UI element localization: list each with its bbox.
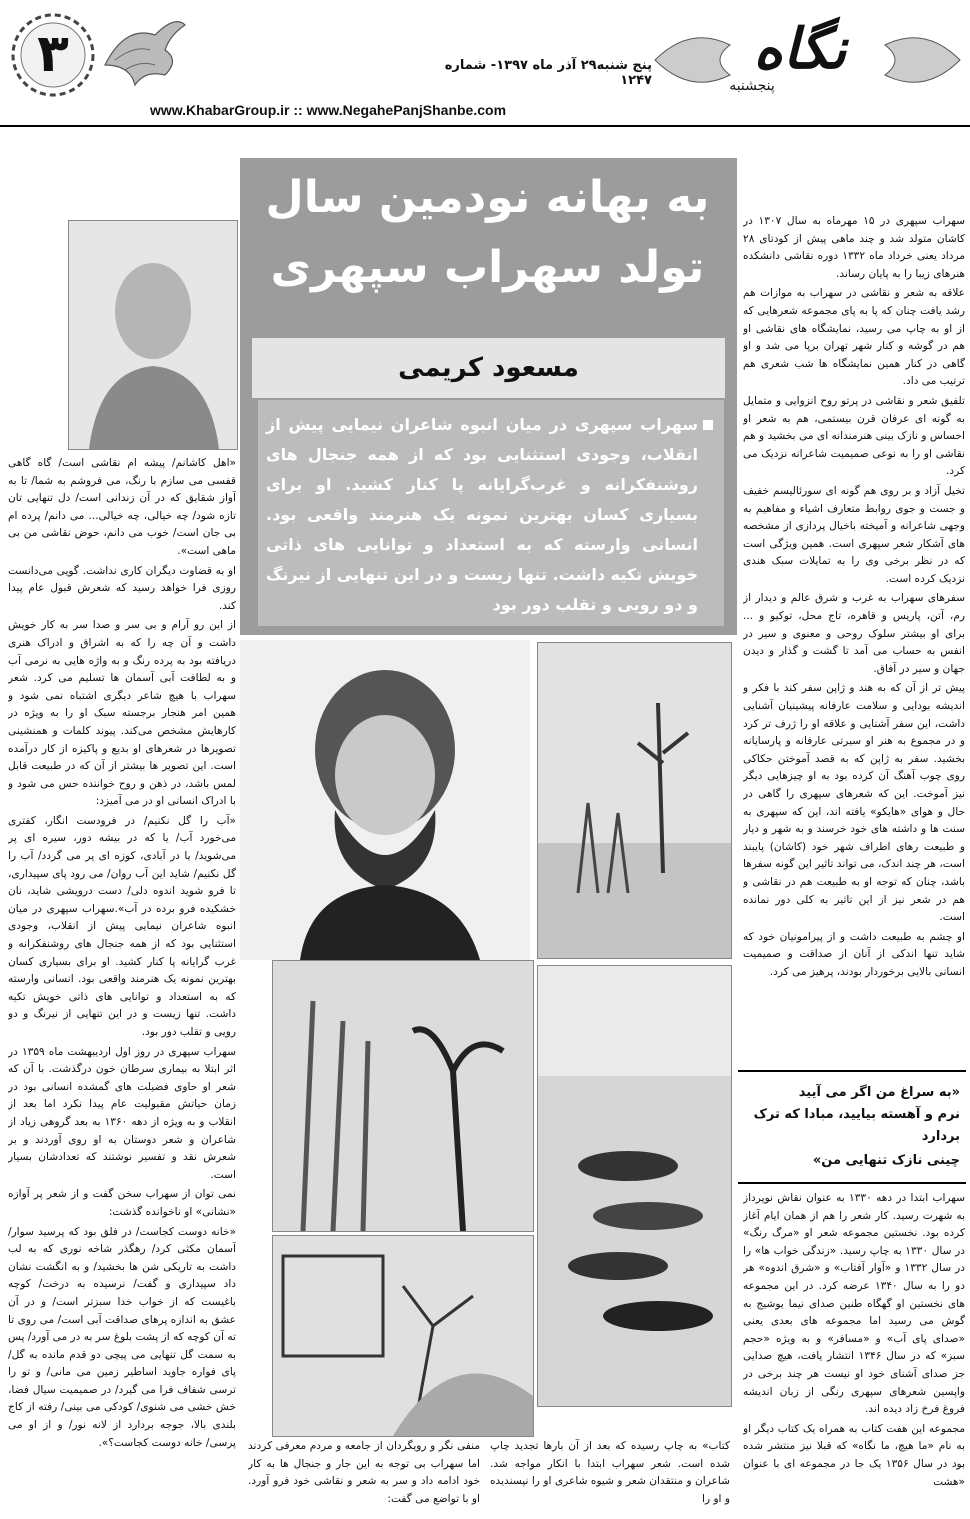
logo-subtitle: پنجشنبه bbox=[729, 78, 775, 94]
author-photo bbox=[68, 220, 238, 450]
left-column bbox=[8, 455, 236, 1515]
left-paragraph: «آب را گل نکنیم/ در فرودست انگار، کفتری می‌خورد آب/ یا که در بیشه دور، سیره ای پر می‌شوید/ یا در آبادی، کوزه ای پر می گردد/ آب را گل نکنیم/ شاید این آب روان/ می رود پای سپیداری، تا فرو شوید اندوه دلی/ دست درویشی شاید، نان خشکیده فرو برده در آب».سهراب سپهری در میان انبوه شاعران نیمایی پیش از انقلاب، وجودی استثنایی بود که از همه جنجال های روشنفکرانه و غرب گرایانه پا کنار کشید. او برای بسیاری کسان بهترین نمونه یک هنرمند واقعی بود. انسانی وارسته که به استعداد و توانایی های ذاتی خویش تکیه داشت. تنها زیست و در این تنهایی از نیرنگ و دو رویی و تقلب دور بود. bbox=[8, 814, 236, 1038]
quote-line-3: چینی نازک تنهایی من» bbox=[812, 1153, 960, 1168]
page-header bbox=[0, 0, 970, 130]
painting-fish bbox=[537, 965, 732, 1407]
right-paragraph: علاقه به شعر و نقاشی در سهراب به موازات هم رشد یافت چنان که پا به پای مجموعه شعرهایی که از او به چاپ می رسید، نمایشگاه های نقاشی او هم در گوشه و کنار شهر تهران برپا می شد و او گاهی در کنار همین نمایشگاه ها شب شعری هم ترتیب می داد. bbox=[743, 287, 965, 388]
right-paragraph: سهراب ابتدا در دهه ۱۳۳۰ به عنوان نقاش نوپرداز به شهرت رسید. کار شعر را هم از همان ایام آغاز کرده بود. نخستین مجموعه شعر او «مرگ رنگ» در سال ۱۳۳۰ به چاپ رسید. «زندگی خواب ها» را در سال ۱۳۳۲ و «آوار آفتاب» و «شرق اندوه» هر دو را به سال ۱۳۴۰ عرضه کرد. در این مجموعه های نخستین او گهگاه طنین صدای نیما یوشیج به گوش می رسید اما مجموعه های بعدی یعنی «صدای پای آب» و «مسافر» و به ویژه «حجم سبز» که در سال ۱۳۴۶ انتشار یافت، هیچ صدایی جز صدای آشنای خود او نیست هر چند برخی در واپسین شعرهای سپهری رنگی از زبان اندیشه فروغ فرخ زاد دیده اند. bbox=[743, 1192, 965, 1416]
issue-date: پنج شنبه۲۹ آذر ماه ۱۳۹۷- شماره ۱۲۴۷ bbox=[444, 58, 652, 88]
painting-trees bbox=[272, 960, 534, 1232]
left-paragraph: «اهل کاشانم/ پیشه ام نقاشی است/ گاه گاهی قفسی می سازم با رنگ، می فروشم به شما/ تا به آواز شقایق که در آن زندانی است/ دل تنهایی تان تازه شود/ چه خیالی، چه خیالی... می دانم/ پرده ام بی جان است/ خوب می دانم، حوض نقاشی من بی ماهی است». bbox=[8, 457, 236, 557]
page-number: ۳ bbox=[37, 24, 69, 84]
painting-plants bbox=[537, 642, 732, 959]
quote-line-2: نرم و آهسته بیایید، مبادا که ترک بردارد bbox=[753, 1107, 960, 1144]
right-paragraph: مجموعه این هفت کتاب به همراه یک کتاب دیگر او به نام «ما هیچ، ما نگاه» که قبلا نیز منتشر شده بود در سال ۱۳۵۶ یک جا در مجموعه ای با عنوان «هشت bbox=[743, 1422, 965, 1488]
left-paragraph: از این رو آرام و بی سر و صدا سر به کار خویش داشت و آن چه را که به اشراق و ادراک هنری دریافته بود به پرده رنگ و به واژه هایی به نرمی آب و به لطافت آبی آسمان ها تسلیم می کرد. شعر سهراب با هیچ شاعر دیگری اشتباه نمی شود و همین امر هنجار برجسته سبک او را به ویژه در کارهایش مشخص می‌کند. پیوند کلمات و همنشینی تصویرها در شعرهای او بدیع و پاکیزه از کار درآمده است. این تصویر ها بیشتر از آن که در طبیعت قابل لمس باشد، در ذهن و روح خواننده حس می شود و با ادراک انسانی او در می آمیزد: bbox=[8, 619, 236, 808]
sohrab-portrait bbox=[240, 640, 530, 960]
headline-line-2: تولد سهراب سپهری bbox=[270, 242, 705, 293]
quote-line-1: «به سراغ من اگر می آیید bbox=[798, 1085, 960, 1100]
headline-line-1: به بهانه نودمین سال bbox=[265, 172, 710, 223]
bottom-text-a: کتاب» به چاپ رسیده که بعد از آن بارها تجدید چاپ شده است. شعر سهراب ابتدا با انکار مواجه شد. شاعران و منتقدان شعر و شیوه شاعری او را نپسندیده و او را bbox=[490, 1440, 730, 1505]
logo-title: نگاه bbox=[753, 16, 847, 82]
right-paragraph: او چشم به طبیعت داشت و از پیرامونیان خود که شاید تنها اندکی از آنان از صداقت و صمیمیت انسانی بالایی برخوردار بودند، پرهیز می کرد. bbox=[743, 930, 965, 978]
left-paragraph: نمی توان از سهراب سخن گفت و از شعر پر آوازه «نشانی» او ناخوانده گذشت: bbox=[8, 1188, 236, 1218]
right-paragraph: تخیل آزاد و بر روی هم گونه ای سورئالیسم خفیف و جست و جوی روابط متعارف اشیاء و مفاهیم به وجهی شاعرانه و آمیخته باخیال پردازی از مشخصه های آشکار شعر سپهری است. همین ویژگی است که در نظر برخی وی را به تمایلات سبک هندی نزدیک کرده است. bbox=[743, 484, 965, 585]
left-paragraph: «خانه دوست کجاست/ در فلق بود که پرسید سوار/ آسمان مکثی کرد/ رهگذر شاخه نوری که به لب داشت به تاریکی شن ها بخشید/ و به انگشت نشان داد سپیداری و گفت/ نرسیده به درخت/ کوچه باغیست که از خواب خدا سبزتر است/ و در آن عشق به اندازه پرهای صداقت آبی است/ می روی تا ته آن کوچه که از پشت بلوغ سر به در می آورد/ پس به سمت گل تنهایی می پیچی دو قدم مانده به گل/ پای فواره جاوید اساطیر زمین می مانی/ و تو را ترسی شفاف فرا می گیرد/ در صمیمیت سیال فضا، خش خشی می شنوی/ کودکی می بینی/ رفته از کاج بلندی بالا، جوجه بردارد از لانه نور/ و از او می پرسی/ خانه دوست کجاست؟». bbox=[8, 1225, 236, 1449]
right-paragraph: سهراب سپهری در ۱۵ مهرماه به سال ۱۳۰۷ در کاشان متولد شد و چند ماهی پیش از کودتای ۲۸ مرداد یعنی خرداد ماه ۱۳۳۲ دوره نقاشی دانشکده هنرهای زیبا را به پایان رساند. bbox=[743, 215, 965, 280]
bottom-text-b: منفی نگر و رویگردان از جامعه و مردم معرفی کردند اما سهراب بی توجه به این جار و جنجال ها به کار خود ادامه داد و سر به شعر و نقاشی خود فرو آورد. او با تواضع می گفت: bbox=[248, 1440, 480, 1505]
right-column-2 bbox=[743, 1190, 965, 1515]
left-paragraph: او به قضاوت دیگران کاری نداشت. گویی می‌دانست روزی فرا خواهد رسید که شعرش قبول عام پیدا کند. bbox=[8, 564, 236, 612]
left-paragraph: سهراب سپهری در روز اول اردیبهشت ماه ۱۳۵۹ در اثر ابتلا به بیماری سرطان خون درگذشت. با آن که شعر او حاوی فضیلت های گمشده انسانی بود در زمان حیاتش مقبولیت عام پیدا نکرد اما بعد از انقلاب و به ویژه از دهه ۱۳۶۰ به بعد گروهی زیاد از شاعران و شعر دوستان به او روی آوردند و بر شعرش نقد و تفسیر نوشتند که تعدادشان بسیار است. bbox=[8, 1045, 236, 1181]
header-rule bbox=[0, 125, 970, 127]
right-column bbox=[743, 213, 965, 1063]
lead-bullet-icon bbox=[703, 420, 713, 430]
right-paragraph: پیش تر از آن که به هند و ژاپن سفر کند با فکر و اندیشه بودایی و سلامت عارفانه پیشینیان آشنایی داشت، این سفر آشنایی و علاقه او را ژرف تر کرد و در مجموع به هنر او سیرتی عارفانه و پارسایانه بخشید. سفر به ژاپن که به قصد آموختن حکاکی روی چوب آهنگ آن کرده بود به او چیزهایی دیگر نیز آموخت. این که شعرهای سپهری را گاهی در حال و هوای «هایکو» یافته اند، این که سپهری به سنت ها و داشته های خود خرسند و به شهر و دیار و طبیعت رهای اطراف شهر خود (کاشان) پایبند است، هر چند اندک، می تواند تاثیر این گونه سفرها باشد، چنان که توجه او به طبیعت هم در نقاشی و هم در شعر نیز از این تاثیر به کلی دور نمانده است. bbox=[743, 682, 965, 924]
right-paragraph: تلفیق شعر و نقاشی در پرتو روح انزوایی و متمایل به گونه ای عرفان قرن بیستمی، هم به شعر او احساس و نازک بینی هنرمندانه ای می بخشید و هم نقاشی او را به نوعی صمیمیت شاعرانه نزدیک می کرد. bbox=[743, 394, 965, 478]
phoenix-bird-icon bbox=[95, 5, 190, 95]
author-byline: مسعود کریمی bbox=[398, 353, 579, 383]
lead-text: سهراب سپهری در میان انبوه شاعران نیمایی پیش از انقلاب، وجودی استثنایی بود که از همه جنجال های روشنفکرانه و غرب‌گرایانه پا کنار کشید. او برای بسیاری کسان بهترین نمونه یک هنرمند واقعی بود. انسانی وارسته که به استعداد و توانایی های ذاتی خویش تکیه داشت. تنها زیست و در این تنهایی از نیرنگ و دو رویی و تقلب دور بود bbox=[266, 415, 698, 614]
websites-line: www.KhabarGroup.ir :: www.NegahePanjShanbe.com bbox=[150, 102, 507, 118]
right-paragraph: سفرهای سهراب به غرب و شرق عالم و دیدار از رم، آتن، پاریس و قاهره، تاج محل، توکیو و ... برای او بیشتر سلوک روحی و معنوی و سیر در انفس به حساب می آمد تا گشت و گذار و دیدن جهان و سیر در آفاق. bbox=[743, 592, 965, 675]
painting-branch bbox=[272, 1235, 534, 1437]
